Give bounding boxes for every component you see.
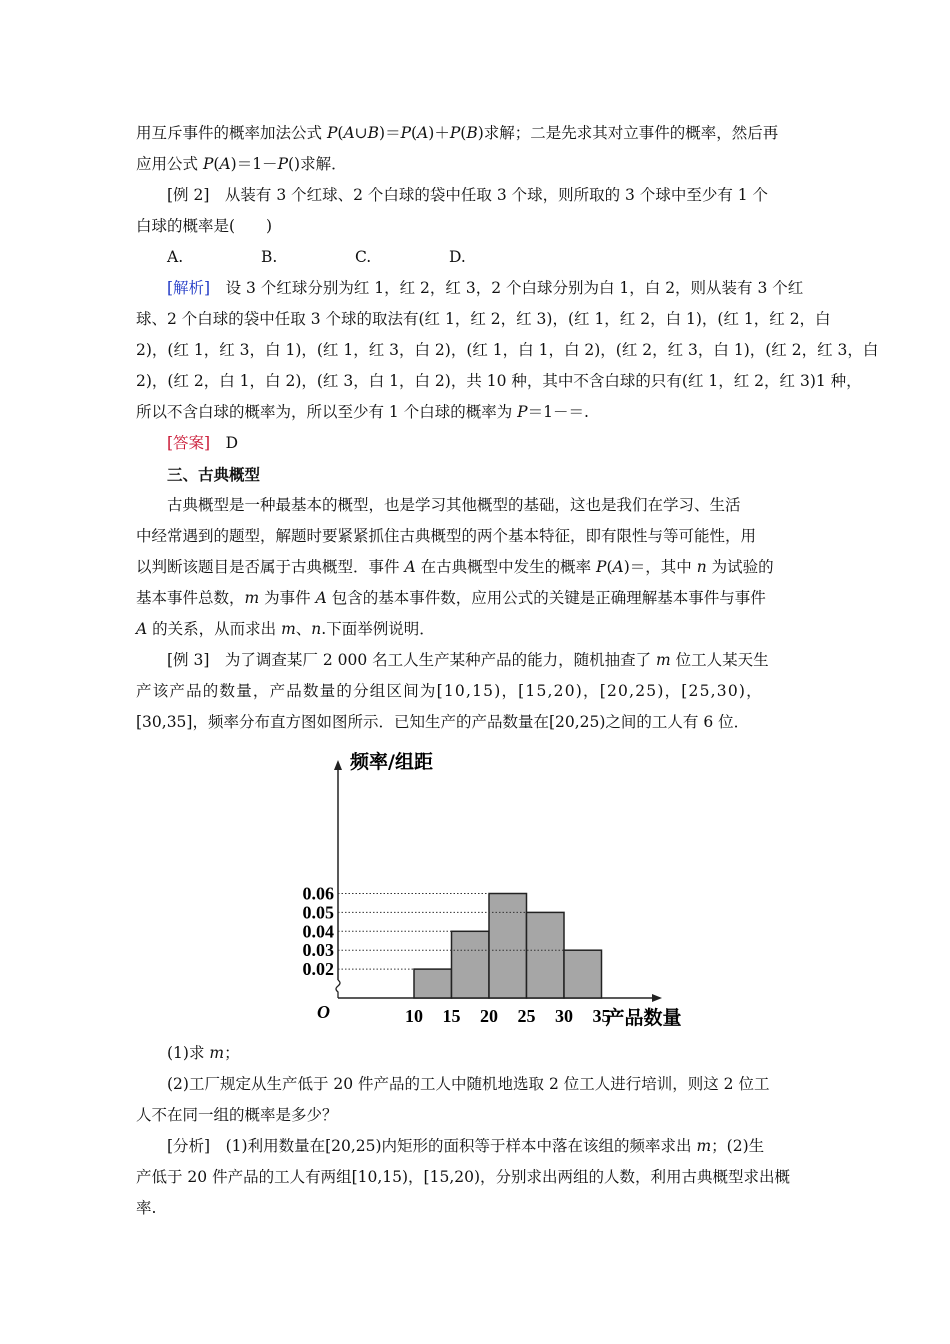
histogram-bar (527, 912, 565, 998)
origin-label: O (317, 1002, 330, 1022)
solution-line: 所以不含白球的概率为，所以至少有 1 个白球的概率为 P＝1－＝. (136, 403, 589, 421)
x-tick-label: 10 (405, 1006, 423, 1026)
x-tick-label: 15 (442, 1006, 461, 1026)
histogram-bar (564, 950, 602, 998)
solution-line: 2)，(红 1，红 3，白 1)，(红 1，红 3，白 2)，(红 1，白 1，白 2)，(红 2，红 3，白 1)，(红 2，红 3，白 (136, 341, 879, 359)
option-c: C. (355, 248, 372, 266)
y-tick-label: 0.05 (302, 902, 334, 923)
y-axis-label: 频率/组距 (350, 751, 433, 773)
y-axis-arrow-icon (334, 760, 342, 770)
paragraph-line: A 的关系，从而求出 m、n.下面举例说明． (136, 620, 435, 638)
y-tick-label: 0.02 (302, 959, 334, 980)
y-tick-label: 0.03 (302, 940, 334, 961)
solution-tag: [解析] (167, 279, 211, 297)
example-tag: [例 3] (167, 651, 210, 669)
y-tick-label: 0.04 (302, 921, 334, 942)
paragraph-line: 以判断该题目是否属于古典概型．事件 A 在古典概型中发生的概率 P(A)＝，其中 n 为试验的 (136, 558, 774, 576)
paragraph-line: 应用公式 P(A)＝1－P()求解． (136, 155, 347, 173)
solution-line: [解析] 设 3 个红球分别为红 1，红 2，红 3，2 个白球分别为白 1，白 2，则从装有 3 个红 (167, 279, 804, 297)
frequency-histogram (290, 740, 720, 1040)
option-a: A. (167, 248, 184, 266)
option-d: D. (449, 248, 466, 266)
answer-line (136, 428, 816, 459)
section-heading: 三、古典概型 (167, 465, 261, 484)
analysis-line: 产低于 20 件产品的工人有两组[10,15)，[15,20)，分别求出两组的人数，利用古典概型求出概 (136, 1168, 791, 1186)
example-3-line: 产该产品的数量，产品数量的分组区间为[10,15)，[15,20)，[20,25)，[25,30)， (136, 682, 763, 700)
solution-line: 2)，(红 2，白 1，白 2)，(红 3，白 1，白 2)，共 10 种，其中不含白球的只有(红 1，红 2，红 3)1 种， (136, 372, 862, 390)
y-tick-label: 0.06 (302, 883, 334, 904)
paragraph-line: 用互斥事件的概率加法公式 P(A∪B)＝P(A)＋P(B)求解；二是先求其对立事件的概率，然后再 (136, 124, 779, 142)
answer-value: D (210, 434, 239, 452)
example-tag: [例 2] (167, 186, 210, 204)
document-page (136, 118, 879, 738)
option-b: B. (261, 248, 278, 266)
x-axis-label: 产品数量 (605, 1007, 682, 1029)
questions-block (136, 1038, 816, 1224)
paragraph-line: 中经常遇到的题型，解题时要紧紧抓住古典概型的两个基本特征，即有限性与等可能性，用 (136, 527, 757, 545)
x-tick-label: 35 (592, 1006, 611, 1026)
options-row (136, 242, 816, 273)
histogram-bar (489, 894, 527, 999)
analysis-line: [分析] (1)利用数量在[20,25)内矩形的面积等于样本中落在该组的频率求出 m；(2)生 (167, 1137, 765, 1155)
x-tick-label: 30 (555, 1006, 573, 1026)
axis-break-mark (336, 980, 340, 998)
question-1: (1)求 m； (167, 1044, 240, 1062)
histogram-bar (452, 931, 490, 998)
solution-line: 球、2 个白球的袋中任取 3 个球的取法有(红 1，红 2，红 3)，(红 1，红 2，白 1)，(红 1，红 2，白 (136, 310, 831, 328)
answer-tag: [答案] (167, 434, 211, 452)
question-2: (2)工厂规定从生产低于 20 件产品的工人中随机地选取 2 位工人进行培训，则这 2 位工 (167, 1075, 770, 1093)
question-2: 人不在同一组的概率是多少？ (136, 1106, 338, 1124)
analysis-tag: [分析] (167, 1137, 211, 1155)
histogram-bar (414, 969, 452, 998)
example-3-line: [例 3] 为了调查某厂 2 000 名工人生产某种产品的能力，随机抽查了 m 位工人某天生 (167, 651, 769, 669)
analysis-line: 率. (136, 1199, 157, 1217)
example-2-line: [例 2] 从装有 3 个红球、2 个白球的袋中任取 3 个球，则所取的 3 个球中至少有 1 个 (167, 186, 769, 204)
example-3-line: [30,35]，频率分布直方图如图所示．已知生产的产品数量在[20,25)之间的工人有 6 位． (136, 713, 750, 731)
x-axis-arrow-icon (652, 994, 662, 1002)
x-tick-label: 20 (480, 1006, 498, 1026)
x-tick-label: 25 (517, 1006, 536, 1026)
paragraph-line: 古典概型是一种最基本的概型，也是学习其他概型的基础，这也是我们在学习、生活 (167, 496, 741, 514)
example-2-line: 白球的概率是( ) (136, 217, 273, 235)
paragraph-line: 基本事件总数，m 为事件 A 包含的基本事件数，应用公式的关键是正确理解基本事件与事件 (136, 589, 766, 607)
